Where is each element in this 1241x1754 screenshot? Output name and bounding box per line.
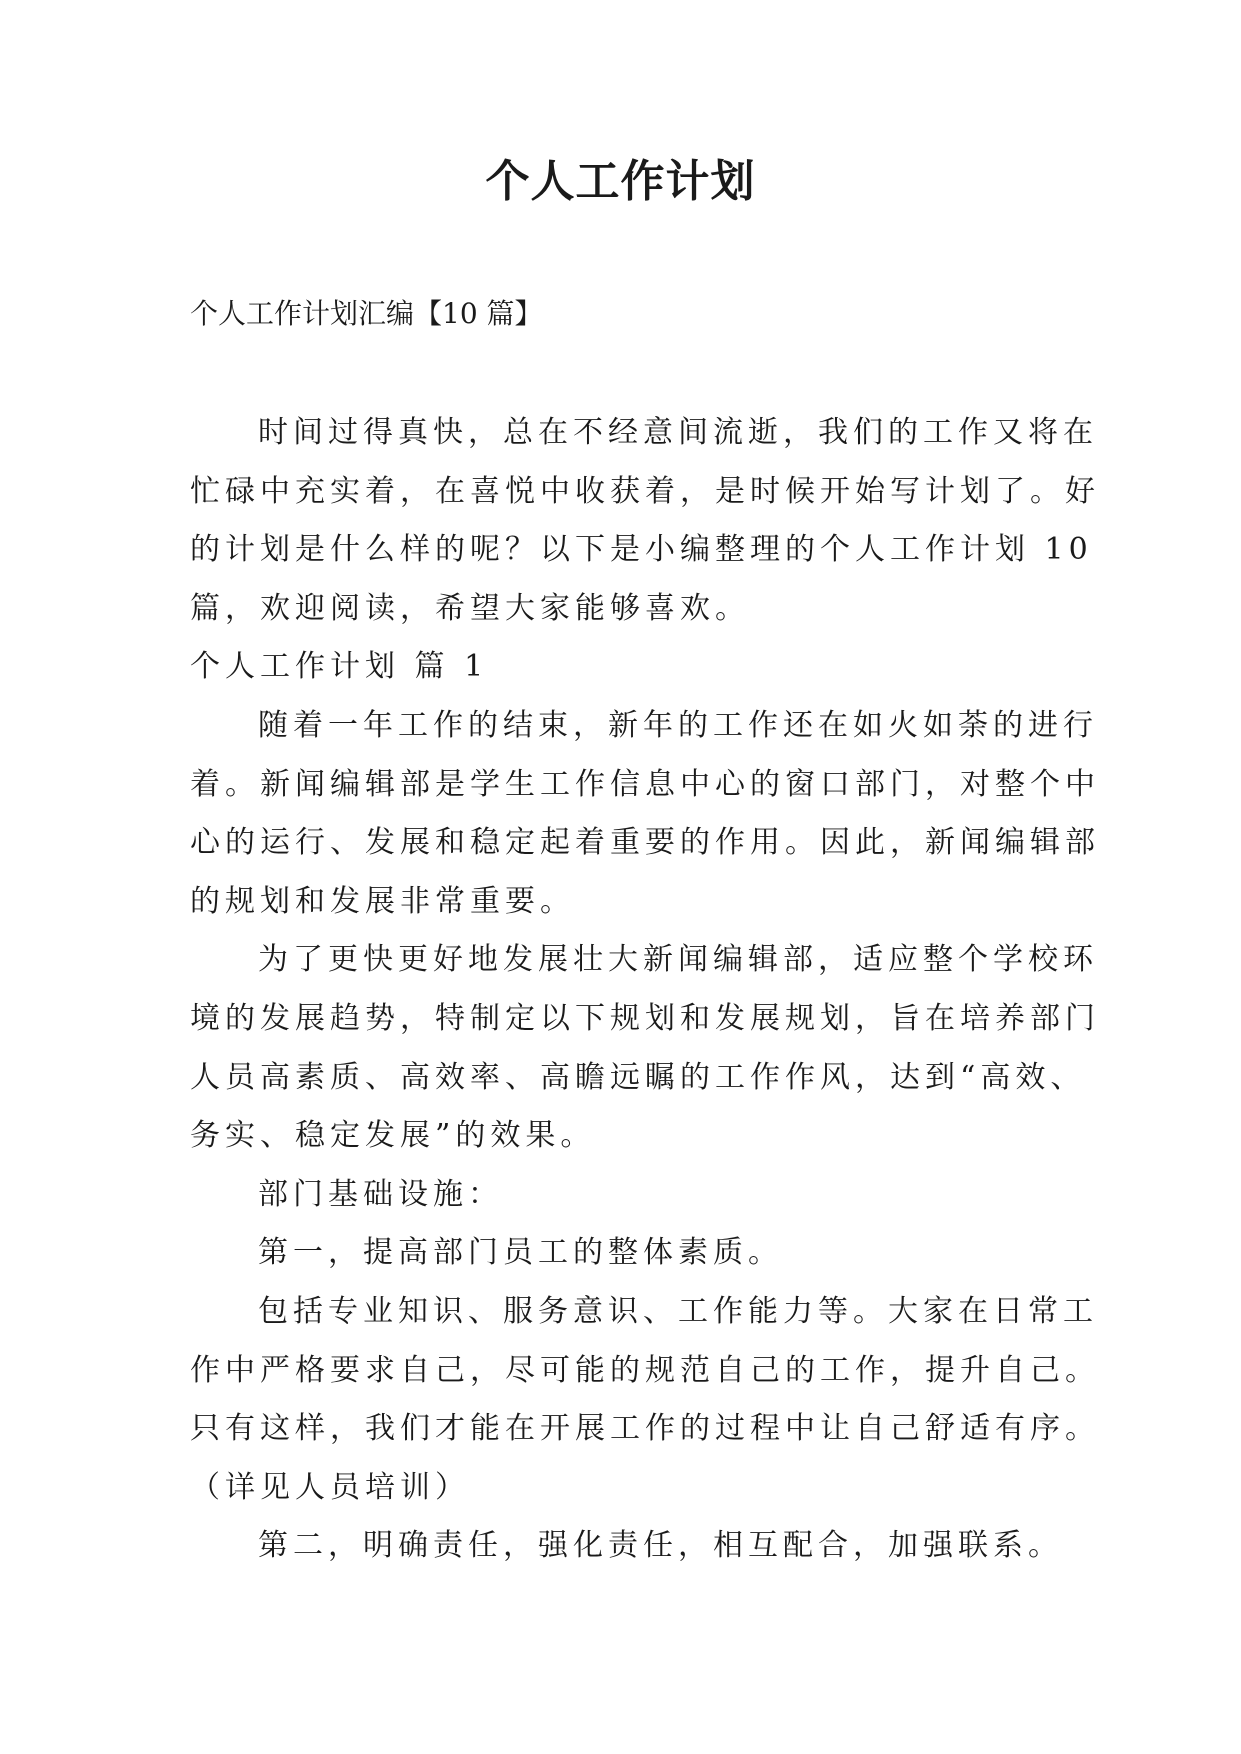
paragraph <box>190 404 1100 638</box>
paragraph-line: 随着一年工作的结束，新年的工作还在如火如荼的进行 <box>258 707 1098 743</box>
paragraph-line: 只有这样，我们才能在开展工作的过程中让自己舒适有序。 <box>190 1411 1100 1447</box>
paragraph-line: （详见人员培训） <box>190 1469 470 1505</box>
paragraph-line: 部门基础设施： <box>258 1176 503 1212</box>
paragraph <box>190 1283 1100 1517</box>
paragraph-line: 的计划是什么样的呢？以下是小编整理的个人工作计划 10 <box>190 532 1093 568</box>
paragraph <box>190 697 1100 931</box>
document-body <box>190 404 1100 1576</box>
document-title: 个人工作计划 <box>485 156 756 207</box>
paragraph-line: 着。新闻编辑部是学生工作信息中心的窗口部门，对整个中 <box>190 766 1100 802</box>
paragraph-line: 篇，欢迎阅读，希望大家能够喜欢。 <box>190 590 750 626</box>
paragraph-line: 第一，提高部门员工的整体素质。 <box>258 1235 783 1271</box>
paragraph-line: 个人工作计划 篇 1 <box>190 649 489 685</box>
paragraph <box>190 638 1070 697</box>
paragraph <box>190 1166 1070 1225</box>
paragraph-line: 时间过得真快，总在不经意间流逝，我们的工作又将在 <box>258 415 1098 450</box>
paragraph <box>190 931 1100 1165</box>
paragraph-line: 包括专业知识、服务意识、工作能力等。大家在日常工 <box>258 1293 1098 1329</box>
document-subtitle: 个人工作计划汇编【10 篇】 <box>190 297 543 330</box>
paragraph <box>190 1517 1070 1576</box>
paragraph-line: 作中严格要求自己，尽可能的规范自己的工作，提升自己。 <box>190 1352 1100 1388</box>
paragraph-line: 务实、稳定发展”的效果。 <box>190 1118 596 1154</box>
paragraph <box>190 1224 1070 1283</box>
paragraph-line: 境的发展趋势，特制定以下规划和发展规划，旨在培养部门 <box>190 1000 1100 1036</box>
paragraph-line: 忙碌中充实着，在喜悦中收获着，是时候开始写计划了。好 <box>190 473 1100 509</box>
paragraph-line: 第二，明确责任，强化责任，相互配合，加强联系。 <box>258 1528 1063 1564</box>
paragraph-line: 人员高素质、高效率、高瞻远瞩的工作作风，达到“高效、 <box>190 1059 1086 1095</box>
paragraph-line: 的规划和发展非常重要。 <box>190 883 575 919</box>
paragraph-line: 心的运行、发展和稳定起着重要的作用。因此，新闻编辑部 <box>190 825 1100 861</box>
paragraph-line: 为了更快更好地发展壮大新闻编辑部，适应整个学校环 <box>258 942 1098 978</box>
